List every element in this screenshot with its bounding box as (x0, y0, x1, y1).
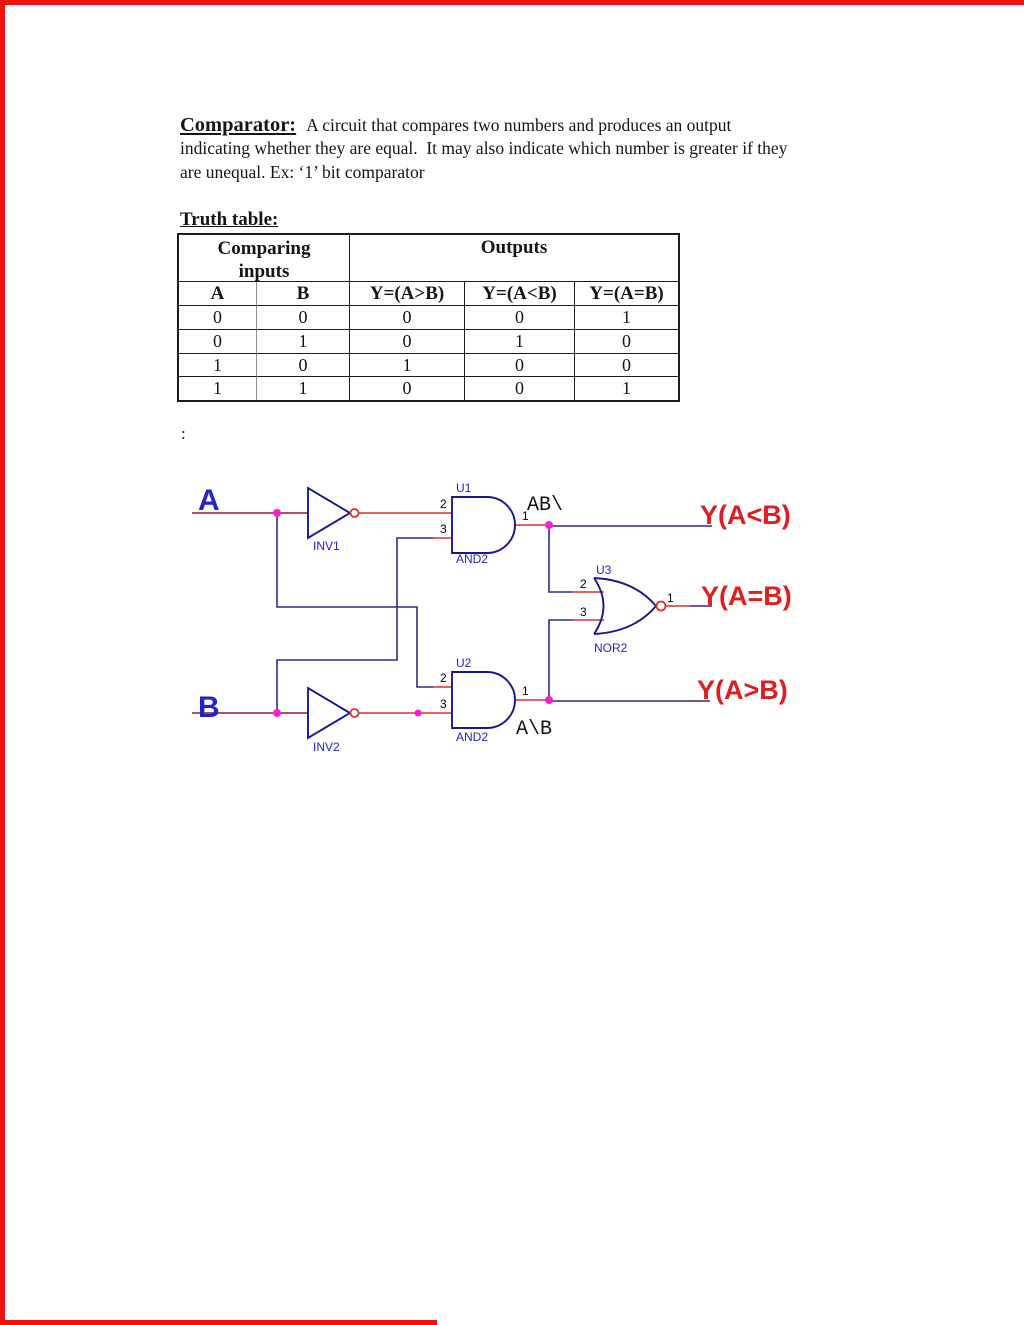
label-input-b: B (198, 691, 220, 724)
group-header-outputs: Outputs (350, 235, 678, 282)
junction-dot-u1-out (545, 521, 553, 529)
cell-r2-ylt: 0 (465, 354, 575, 377)
group-header-comparing-inputs: Comparing inputs (179, 235, 350, 282)
col-header-a: A (179, 282, 257, 306)
cell-r0-ygt: 0 (350, 306, 465, 330)
col-header-y-eq: Y=(A=B) (575, 282, 678, 306)
cell-r2-yeq: 0 (575, 354, 678, 377)
comparator-heading: Comparator: (180, 114, 297, 136)
u3-bubble-icon (657, 602, 666, 611)
intro-line-1-text: A circuit that compares two numbers and produces an output (306, 115, 732, 135)
cell-r1-b: 1 (257, 330, 350, 354)
label-output-greater: Y(A>B) (697, 675, 788, 705)
u1-and-gate (452, 497, 515, 553)
truth-table-title: Truth table: (180, 209, 279, 230)
cell-r3-ygt: 0 (350, 377, 465, 400)
label-inv2: INV2 (313, 740, 340, 754)
wire-u2out-to-nor (549, 620, 573, 700)
inv1-bubble-icon (351, 509, 359, 517)
wire-b-to-u1 (277, 538, 433, 713)
pin-u2-3: 3 (440, 697, 447, 711)
label-u2-ref: U2 (456, 656, 472, 670)
junction-dot-a (273, 509, 281, 517)
colon-mark: : (181, 424, 186, 443)
inv1-triangle (308, 488, 350, 538)
label-u3-type: NOR2 (594, 641, 628, 655)
label-output-less: Y(A<B) (700, 500, 791, 530)
u3-nor-gate-back (594, 578, 604, 634)
pin-u1-2: 2 (440, 497, 447, 511)
wire-u1out-to-nor (549, 525, 573, 592)
intro-line-3: are unequal. Ex: ‘1’ bit comparator (180, 161, 425, 182)
label-u1-ref: U1 (456, 481, 472, 495)
pin-u1-1: 1 (522, 509, 529, 523)
pin-u3-2: 2 (580, 577, 587, 591)
wire-a-to-u2 (277, 513, 433, 687)
cell-r1-ylt: 1 (465, 330, 575, 354)
label-output-equal: Y(A=B) (701, 581, 792, 611)
col-header-y-lt: Y=(A<B) (465, 282, 575, 306)
col-header-b: B (257, 282, 350, 306)
label-u1-type: AND2 (456, 552, 489, 566)
cell-r2-b: 0 (257, 354, 350, 377)
inv2-bubble-icon (351, 709, 359, 717)
pin-u3-3: 3 (580, 605, 587, 619)
pin-u3-1: 1 (667, 591, 674, 605)
col-header-y-gt: Y=(A>B) (350, 282, 465, 306)
label-net-ab-bar: AB\ (527, 494, 564, 517)
cell-r1-ygt: 0 (350, 330, 465, 354)
label-u3-ref: U3 (596, 563, 612, 577)
pin-u2-1: 1 (522, 684, 529, 698)
label-inv1: INV1 (313, 539, 340, 553)
cell-r3-a: 1 (179, 377, 257, 400)
cell-r0-ylt: 0 (465, 306, 575, 330)
cell-r2-a: 1 (179, 354, 257, 377)
junction-dot-inv2-out (415, 710, 422, 717)
pin-u1-3: 3 (440, 522, 447, 536)
cell-r0-a: 0 (179, 306, 257, 330)
cell-r0-yeq: 1 (575, 306, 678, 330)
label-u2-type: AND2 (456, 730, 489, 744)
u2-and-gate (452, 672, 515, 728)
junction-dot-u2-out (545, 696, 553, 704)
cell-r3-yeq: 1 (622, 378, 631, 398)
inv2-triangle (308, 688, 350, 738)
intro-line-2: indicating whether they are equal. It may also indicate which number is greater if they (180, 138, 788, 159)
cell-r3-ylt: 0 (465, 377, 575, 400)
label-net-abar-b: A\B (516, 718, 553, 741)
cell-r0-b: 0 (257, 306, 350, 330)
cell-r2-ygt: 1 (350, 354, 465, 377)
label-input-a: A (198, 484, 220, 517)
cell-r1-yeq: 0 (575, 330, 678, 354)
cell-r1-a: 0 (179, 330, 257, 354)
pin-u2-2: 2 (440, 671, 447, 685)
cell-r3-b: 1 (257, 377, 350, 400)
junction-dot-b (273, 709, 281, 717)
